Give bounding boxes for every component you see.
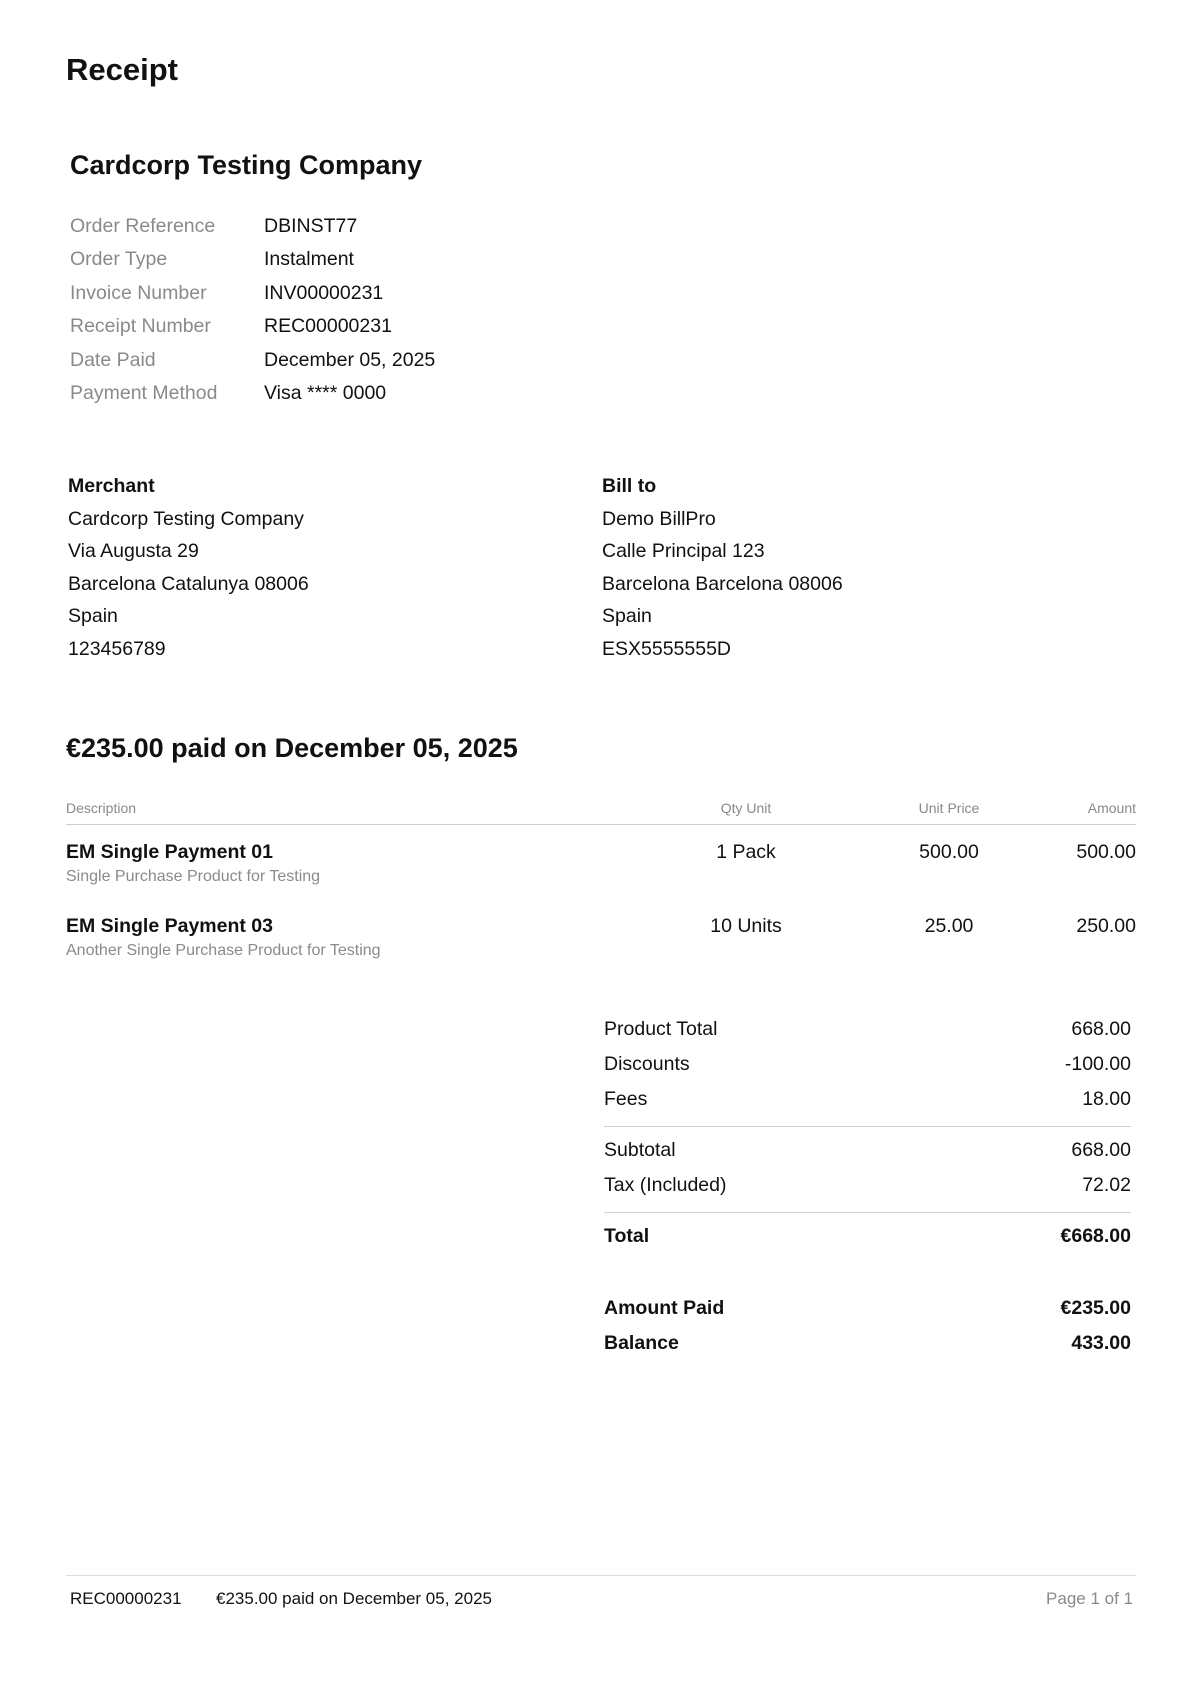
table-header: [66, 796, 1136, 825]
line-items-table: [66, 796, 1136, 973]
merchant-address: [68, 470, 309, 665]
order-reference-row: [70, 214, 435, 247]
address-line: Barcelona Barcelona 08006: [602, 572, 843, 595]
item-qty: 10 Units: [710, 915, 782, 937]
address-line: Cardcorp Testing Company: [68, 507, 304, 530]
total-row: [604, 1222, 1131, 1257]
invoice-number-row: [70, 281, 435, 314]
totals-label: Discounts: [604, 1053, 690, 1075]
order-details: [70, 214, 435, 414]
balance-row: [604, 1329, 1131, 1364]
paid-heading: €235.00 paid on December 05, 2025: [66, 733, 518, 763]
table-row: [66, 825, 1136, 899]
header-description: Description: [66, 800, 137, 816]
meta-value: December 05, 2025: [264, 348, 436, 371]
bill-to-address: [602, 470, 843, 665]
header-unit-price: Unit Price: [918, 800, 980, 816]
item-amount: 250.00: [1076, 915, 1136, 937]
address-line: Via Augusta 29: [68, 540, 199, 562]
meta-label: Invoice Number: [70, 281, 207, 304]
divider: [604, 1126, 1131, 1127]
item-unit-price: 25.00: [924, 915, 974, 937]
amount-paid-row: [604, 1294, 1131, 1329]
item-qty: 1 Pack: [716, 841, 776, 863]
address-line: Calle Principal 123: [602, 540, 765, 562]
header-qty: Qty Unit: [720, 800, 772, 816]
subtotal-row: [604, 1136, 1131, 1171]
spacer: [604, 1257, 1131, 1294]
company-name: Cardcorp Testing Company: [70, 150, 423, 180]
tax-row: [604, 1171, 1131, 1206]
meta-label: Order Reference: [70, 215, 216, 237]
address-line: Barcelona Catalunya 08006: [68, 572, 309, 595]
meta-label: Order Type: [70, 248, 168, 271]
meta-label: Payment Method: [70, 381, 218, 404]
totals-value: €668.00: [1060, 1225, 1131, 1247]
bill-to-heading: Bill to: [602, 475, 657, 497]
footer-divider: [66, 1575, 1136, 1576]
payment-method-row: [70, 381, 435, 414]
totals-value: 72.02: [1082, 1174, 1131, 1196]
order-type-row: [70, 247, 435, 280]
item-description: Another Single Purchase Product for Testing: [66, 942, 381, 959]
item-unit-price: 500.00: [919, 841, 979, 863]
address-line: Spain: [602, 605, 652, 627]
footer-receipt-number: REC00000231: [70, 1589, 182, 1608]
address-line: Demo BillPro: [602, 507, 716, 530]
totals-label: Total: [604, 1225, 650, 1247]
address-line: ESX5555555D: [602, 637, 732, 660]
meta-value: DBINST77: [264, 215, 358, 237]
totals-label: Amount Paid: [604, 1297, 725, 1319]
header-amount: Amount: [1087, 800, 1136, 816]
totals-value: 668.00: [1071, 1018, 1131, 1040]
totals-value: 433.00: [1071, 1332, 1131, 1354]
meta-value: Visa **** 0000: [264, 381, 387, 404]
meta-value: REC00000231: [264, 315, 392, 338]
document-title: Receipt: [66, 52, 178, 87]
totals-value: 668.00: [1071, 1139, 1131, 1161]
totals-value: €235.00: [1060, 1297, 1131, 1319]
footer-paid-text: €235.00 paid on December 05, 2025: [216, 1589, 492, 1608]
totals-label: Fees: [604, 1088, 648, 1110]
totals-value: 18.00: [1082, 1088, 1131, 1110]
totals-label: Balance: [604, 1332, 679, 1354]
item-description: Single Purchase Product for Testing: [66, 868, 321, 885]
footer-page-number: Page 1 of 1: [1046, 1589, 1133, 1608]
product-total-row: [604, 1015, 1131, 1050]
totals-summary: [604, 1015, 1131, 1364]
fees-row: [604, 1085, 1131, 1120]
merchant-heading: Merchant: [68, 475, 155, 497]
address-line: Spain: [68, 605, 118, 627]
receipt-number-row: [70, 314, 435, 347]
meta-value: Instalment: [264, 248, 354, 271]
totals-label: Product Total: [604, 1018, 718, 1040]
date-paid-row: [70, 348, 435, 381]
meta-value: INV00000231: [264, 281, 384, 304]
address-line: 123456789: [68, 637, 166, 660]
divider: [604, 1212, 1131, 1213]
table-row: [66, 899, 1136, 973]
item-name: EM Single Payment 01: [66, 841, 273, 863]
item-name: EM Single Payment 03: [66, 915, 273, 937]
discounts-row: [604, 1050, 1131, 1085]
totals-label: Tax (Included): [604, 1174, 727, 1196]
item-amount: 500.00: [1076, 841, 1136, 863]
meta-label: Date Paid: [70, 348, 156, 371]
meta-label: Receipt Number: [70, 315, 211, 338]
totals-label: Subtotal: [604, 1139, 676, 1161]
totals-value: -100.00: [1064, 1053, 1131, 1075]
